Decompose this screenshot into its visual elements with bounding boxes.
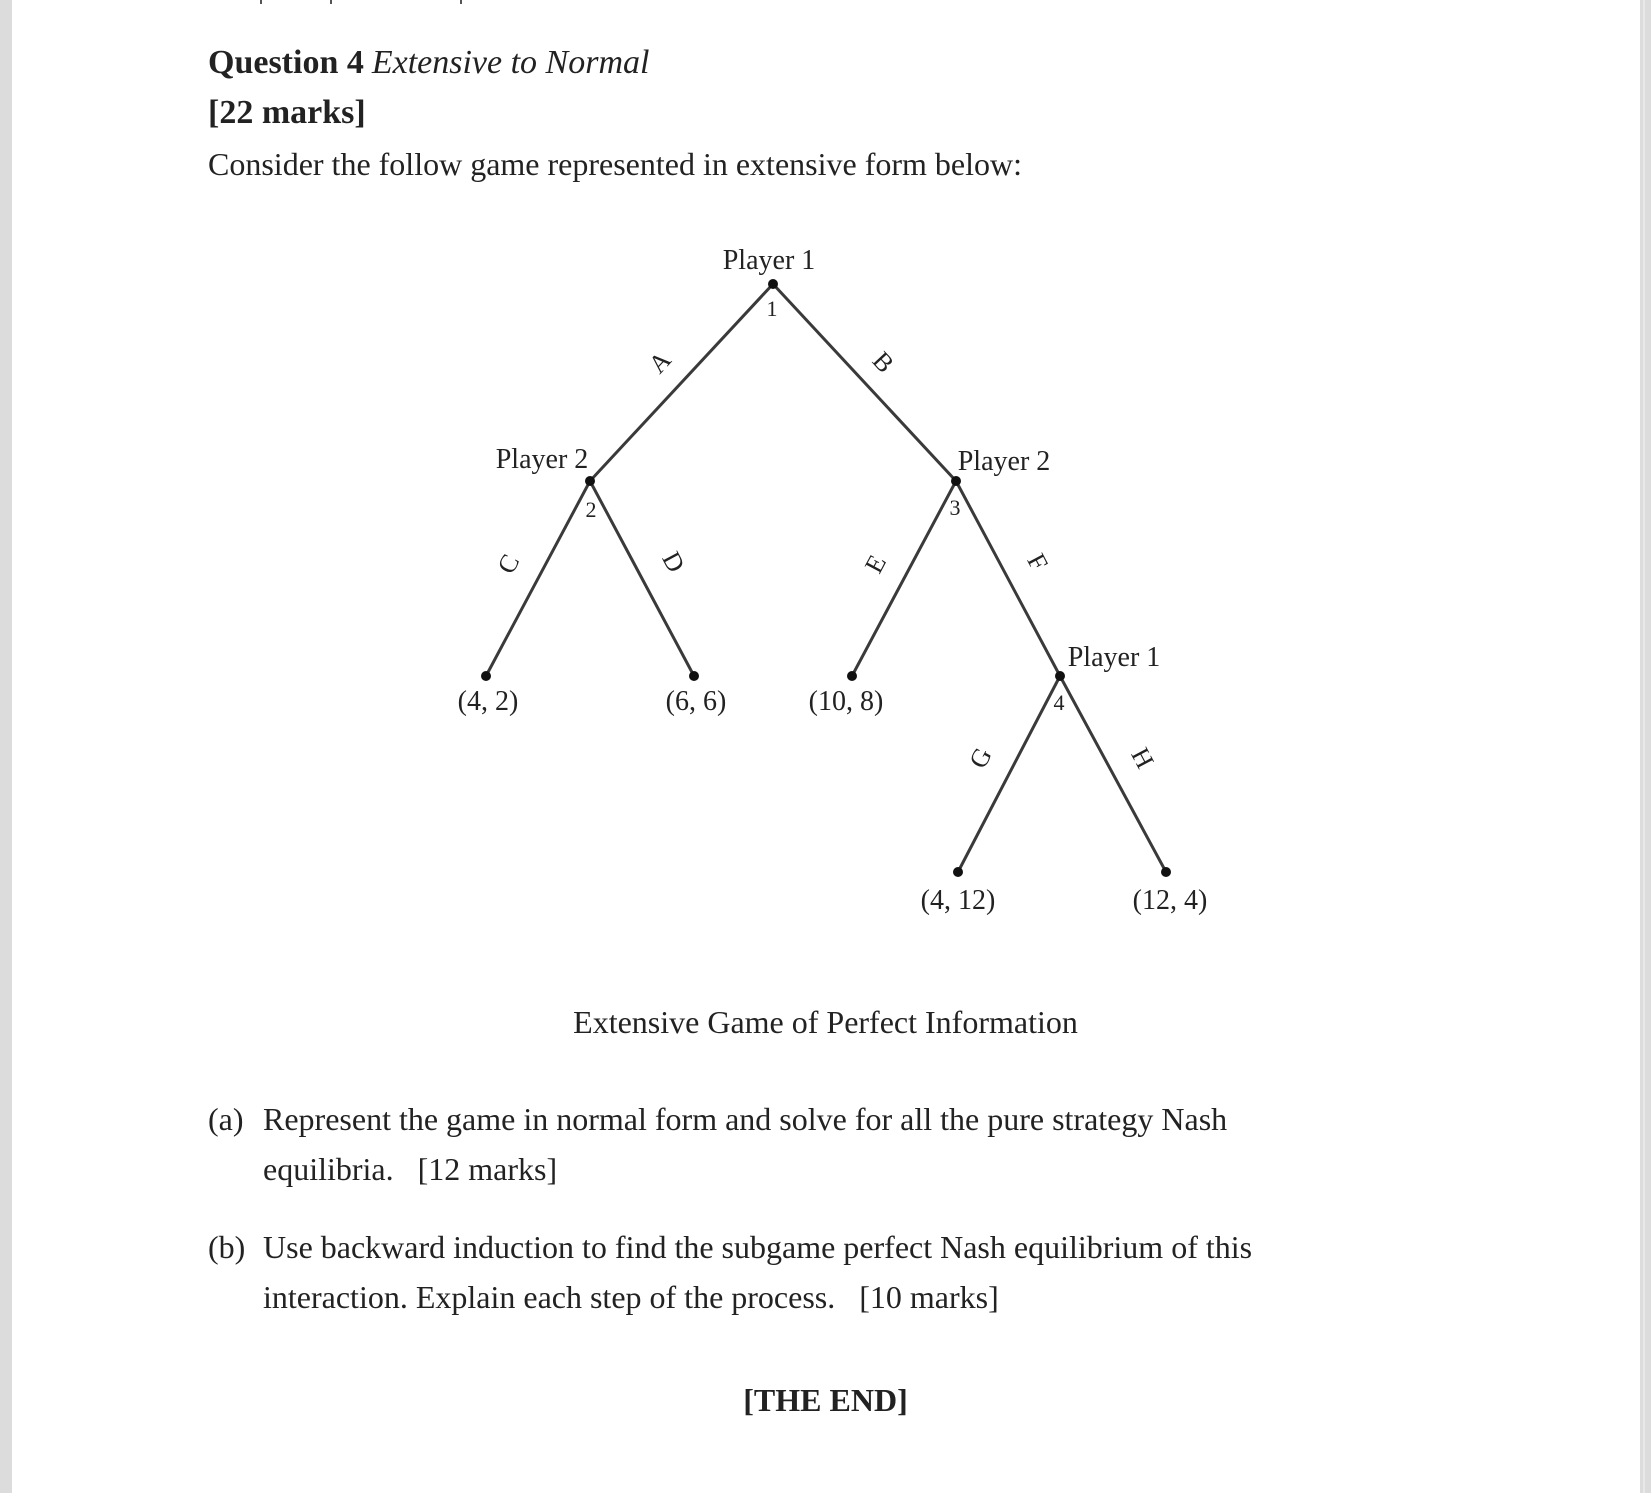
action-label-F: F: [1021, 548, 1054, 576]
part-a: [208, 1094, 1368, 1194]
player-label-right-right: Player 1: [1067, 642, 1161, 673]
question-number: Question 4: [208, 44, 364, 81]
node-root: [768, 279, 778, 289]
edge-A: [590, 284, 773, 481]
action-label-C: C: [491, 549, 526, 579]
terminal-BFH: [1161, 867, 1171, 877]
part-a-label: (a): [208, 1101, 244, 1137]
player-label-right: Player 2: [957, 446, 1051, 477]
payoff-BE: (10, 8): [808, 686, 884, 717]
payoff-AD: (6, 6): [665, 686, 727, 717]
payoff-AC: (4, 2): [457, 686, 519, 717]
payoff-BFH: (12, 4): [1132, 885, 1208, 916]
part-b-label: (b): [208, 1229, 246, 1265]
action-label-B: B: [866, 345, 900, 379]
node-number-4: 4: [1053, 690, 1065, 715]
node-number-1: 1: [766, 296, 778, 321]
node-number-3: 3: [949, 495, 961, 520]
node-right-right: [1055, 671, 1065, 681]
terminal-BE: [847, 671, 857, 681]
edge-B: [773, 284, 956, 481]
action-label-H: H: [1125, 742, 1160, 774]
edge-C: [486, 481, 590, 676]
player-label-left: Player 2: [495, 444, 589, 475]
node-right: [951, 476, 961, 486]
part-b: [208, 1222, 1368, 1322]
part-b-text: Use backward induction to find the subgame perfect Nash equilibrium of this interaction. Explain each step of the process.: [263, 1229, 1253, 1315]
end-marker: [THE END]: [743, 1382, 908, 1418]
edge-F: [956, 481, 1060, 676]
action-label-D: D: [656, 546, 691, 578]
action-label-E: E: [858, 550, 893, 578]
question-intro: Consider the follow game represented in extensive form below:: [208, 146, 1022, 182]
payoff-BFG: (4, 12): [920, 885, 996, 916]
part-b-marks: [10 marks]: [859, 1279, 999, 1315]
terminal-AD: [689, 671, 699, 681]
part-a-marks: [12 marks]: [417, 1151, 558, 1187]
terminal-BFG: [953, 867, 963, 877]
part-a-text: Represent the game in normal form and solve for all the pure strategy Nash equilibria.: [263, 1101, 1228, 1187]
question-marks: [22 marks]: [208, 94, 366, 131]
diagram-caption: Extensive Game of Perfect Information: [573, 1004, 1078, 1040]
edge-H: [1060, 676, 1166, 872]
terminal-AC: [481, 671, 491, 681]
action-label-A: A: [642, 345, 677, 379]
node-left: [585, 476, 595, 486]
action-label-G: G: [963, 742, 998, 774]
edge-G: [958, 676, 1060, 872]
edge-E: [852, 481, 956, 676]
player-label-root: Player 1: [722, 245, 816, 276]
node-number-2: 2: [585, 497, 597, 522]
edge-D: [590, 481, 694, 676]
question-title: Extensive to Normal: [371, 44, 650, 81]
